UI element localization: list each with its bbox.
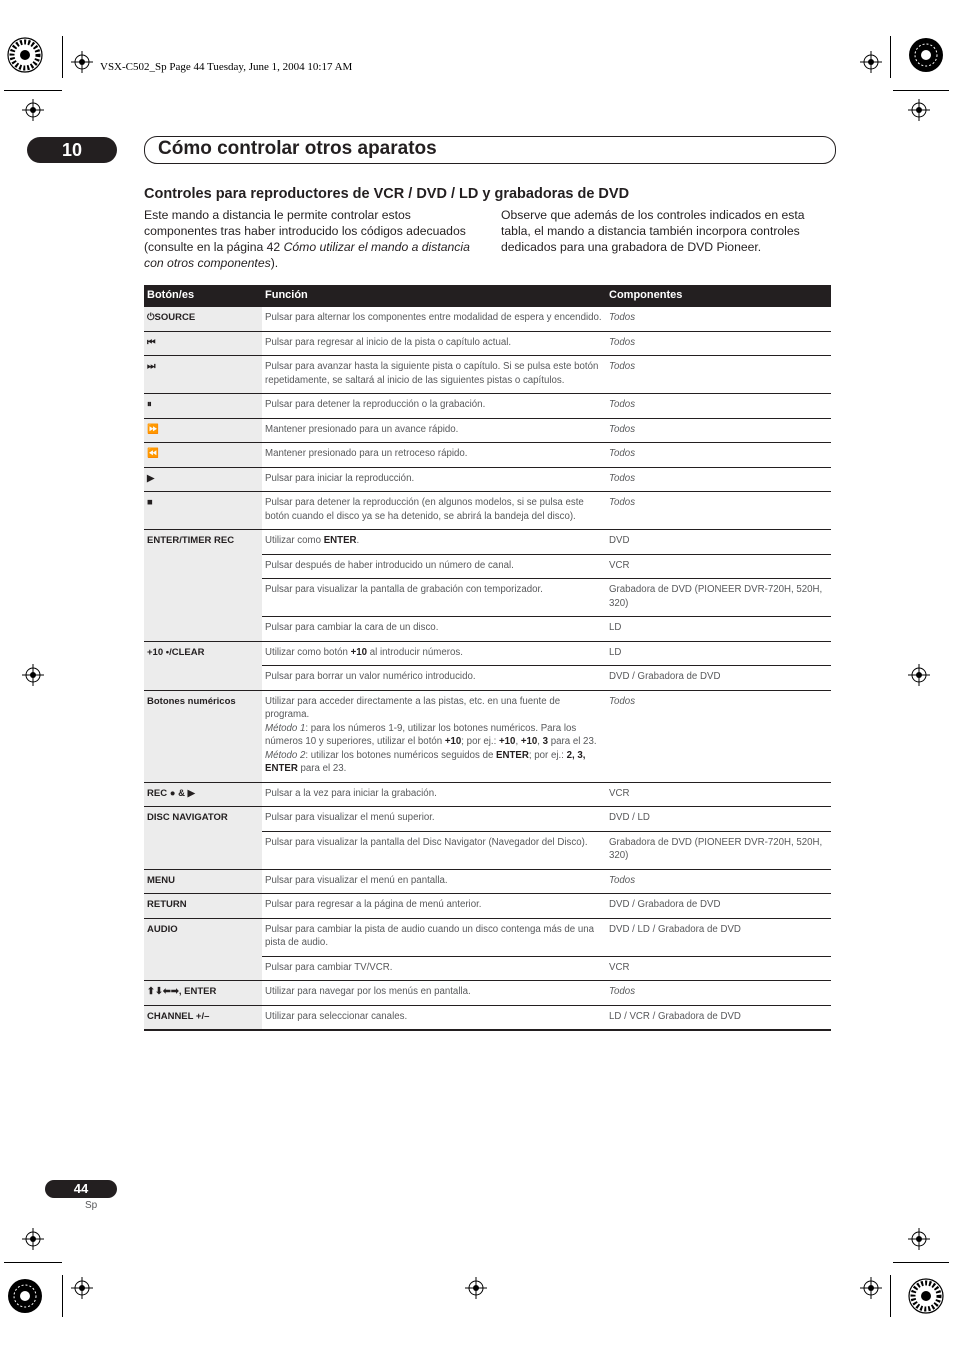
function-cell: Pulsar para avanzar hasta la siguiente pista o capítulo. Si se pulsa este botón repetidamente, se saltará al inicio de las siguientes pistas o capítulos.	[262, 356, 606, 394]
function-cell: Mantener presionado para un avance rápido.	[262, 418, 606, 443]
function-cell: Pulsar para detener la reproducción (en algunos modelos, si se pulsa este botón cuando el disco ya se ha detenido, se abrirá la bandeja del disco).	[262, 492, 606, 530]
component-cell: Todos	[606, 492, 831, 530]
button-cell: ⏸	[144, 394, 262, 419]
function-cell: Pulsar para iniciar la reproducción.	[262, 467, 606, 492]
component-cell: Todos	[606, 690, 831, 782]
button-cell: +10 •/CLEAR	[144, 641, 262, 690]
button-cell: ⏻SOURCE	[144, 307, 262, 331]
crosshair-icon	[908, 664, 930, 686]
crosshair-icon	[71, 51, 93, 73]
function-cell: Pulsar para detener la reproducción o la grabación.	[262, 394, 606, 419]
component-cell: Todos	[606, 981, 831, 1006]
button-cell: ■	[144, 492, 262, 530]
chapter-title: Cómo controlar otros aparatos	[158, 138, 437, 159]
button-cell: ENTER/TIMER REC	[144, 530, 262, 642]
table-row	[144, 918, 831, 956]
component-cell: Todos	[606, 418, 831, 443]
component-cell: VCR	[606, 956, 831, 981]
table-row	[144, 394, 831, 419]
crosshair-icon	[465, 1277, 487, 1299]
function-cell: Utilizar para seleccionar canales.	[262, 1005, 606, 1030]
table-row	[144, 418, 831, 443]
button-cell: MENU	[144, 869, 262, 894]
table-row	[144, 467, 831, 492]
function-cell: Pulsar después de haber introducido un número de canal.	[262, 554, 606, 579]
column-header: Botón/es	[144, 285, 262, 307]
function-cell: Pulsar para cambiar la pista de audio cuando un disco contenga más de una pista de audio.	[262, 918, 606, 956]
button-cell: ⏪	[144, 443, 262, 468]
component-cell: Grabadora de DVD (PIONEER DVR-720H, 520H, 320)	[606, 831, 831, 869]
component-cell: DVD	[606, 530, 831, 555]
column-header: Componentes	[606, 285, 831, 307]
button-cell: ▶	[144, 467, 262, 492]
table-header-row	[144, 285, 831, 307]
component-cell: DVD / LD / Grabadora de DVD	[606, 918, 831, 956]
component-cell: Todos	[606, 467, 831, 492]
print-slug: VSX-C502_Sp Page 44 Tuesday, June 1, 2004 10:17 AM	[100, 61, 353, 73]
page-number-badge: 44	[45, 1180, 117, 1198]
crosshair-icon	[22, 99, 44, 121]
crosshair-icon	[908, 1228, 930, 1250]
button-cell: CHANNEL +/–	[144, 1005, 262, 1030]
component-cell: LD / VCR / Grabadora de DVD	[606, 1005, 831, 1030]
table-row	[144, 981, 831, 1006]
table-row	[144, 492, 831, 530]
function-cell: Pulsar para visualizar la pantalla de grabación con temporizador.	[262, 579, 606, 617]
button-cell: Botones numéricos	[144, 690, 262, 782]
function-cell: Mantener presionado para un retroceso rápido.	[262, 443, 606, 468]
component-cell: Todos	[606, 356, 831, 394]
component-cell: Todos	[606, 869, 831, 894]
page-language: Sp	[85, 1200, 98, 1211]
table-row	[144, 443, 831, 468]
function-cell: Pulsar para alternar los componentes entre modalidad de espera y encendido.	[262, 307, 606, 331]
crosshair-icon	[908, 99, 930, 121]
function-cell: Pulsar para regresar a la página de menú anterior.	[262, 894, 606, 919]
function-cell: Pulsar para visualizar el menú superior.	[262, 807, 606, 832]
component-cell: Grabadora de DVD (PIONEER DVR-720H, 520H, 320)	[606, 579, 831, 617]
component-cell: LD	[606, 617, 831, 642]
component-cell: Todos	[606, 331, 831, 356]
component-cell: DVD / Grabadora de DVD	[606, 666, 831, 691]
button-cell: ⏮	[144, 331, 262, 356]
button-cell: ⏭	[144, 356, 262, 394]
registration-disc-icon	[7, 37, 43, 73]
registration-disc-icon	[908, 1278, 944, 1314]
remote-controls-table	[144, 285, 831, 1031]
table-row	[144, 869, 831, 894]
button-cell: DISC NAVIGATOR	[144, 807, 262, 870]
chapter-number-badge: 10	[27, 137, 117, 163]
button-cell: ⬆⬇⬅➡, ENTER	[144, 981, 262, 1006]
function-cell: Pulsar a la vez para iniciar la grabación.	[262, 782, 606, 807]
function-cell: Pulsar para visualizar el menú en pantalla.	[262, 869, 606, 894]
table-row	[144, 807, 831, 832]
button-cell: REC ● & ▶	[144, 782, 262, 807]
intro-left: Este mando a distancia le permite controlar estos componentes tras haber introducido los códigos adecuados (consulte en la página 42 Cómo utilizar el mando a distancia con otros componentes).	[144, 208, 470, 270]
function-cell: Pulsar para visualizar la pantalla del Disc Navigator (Navegador del Disco).	[262, 831, 606, 869]
crosshair-icon	[860, 51, 882, 73]
function-cell: Utilizar como ENTER.	[262, 530, 606, 555]
table-row	[144, 894, 831, 919]
section-title: Controles para reproductores de VCR / DVD / LD y grabadoras de DVD	[144, 186, 630, 202]
registration-disc-icon	[908, 37, 944, 73]
table-row	[144, 690, 831, 782]
function-cell: Pulsar para cambiar la cara de un disco.	[262, 617, 606, 642]
function-cell: Utilizar como botón +10 al introducir números.	[262, 641, 606, 666]
function-cell: Utilizar para navegar por los menús en pantalla.	[262, 981, 606, 1006]
crosshair-icon	[71, 1277, 93, 1299]
button-cell: RETURN	[144, 894, 262, 919]
component-cell: VCR	[606, 554, 831, 579]
component-cell: LD	[606, 641, 831, 666]
component-cell: Todos	[606, 394, 831, 419]
table-row	[144, 356, 831, 394]
table-row	[144, 307, 831, 331]
crosshair-icon	[22, 664, 44, 686]
crosshair-icon	[860, 1277, 882, 1299]
component-cell: DVD / Grabadora de DVD	[606, 894, 831, 919]
component-cell: DVD / LD	[606, 807, 831, 832]
function-cell: Pulsar para cambiar TV/VCR.	[262, 956, 606, 981]
component-cell: Todos	[606, 443, 831, 468]
column-header: Función	[262, 285, 606, 307]
intro-right: Observe que además de los controles indicados en esta tabla, el mando a distancia también incorpora controles dedicados para una grabadora de DVD Pioneer.	[501, 208, 805, 254]
button-cell: AUDIO	[144, 918, 262, 981]
component-cell: Todos	[606, 307, 831, 331]
crosshair-icon	[22, 1228, 44, 1250]
function-cell: Pulsar para regresar al inicio de la pista o capítulo actual.	[262, 331, 606, 356]
registration-disc-icon	[7, 1278, 43, 1314]
table-row	[144, 641, 831, 666]
table-row	[144, 1005, 831, 1030]
button-cell: ⏩	[144, 418, 262, 443]
table-row	[144, 530, 831, 555]
function-cell: Utilizar para acceder directamente a las pistas, etc. en una fuente de programa. Método 1: para los números 1-9, utilizar los botones numéricos. Para los números 10 y superiores, utilizar el botón +10; por ej.: +10, +10, 3 para el 23. Método 2: utilizar los botones numéricos seguidos de ENTER; por ej.: 2, 3, ENTER para el 23.	[262, 690, 606, 782]
table-row	[144, 331, 831, 356]
function-cell: Pulsar para borrar un valor numérico introducido.	[262, 666, 606, 691]
table-row	[144, 782, 831, 807]
component-cell: VCR	[606, 782, 831, 807]
